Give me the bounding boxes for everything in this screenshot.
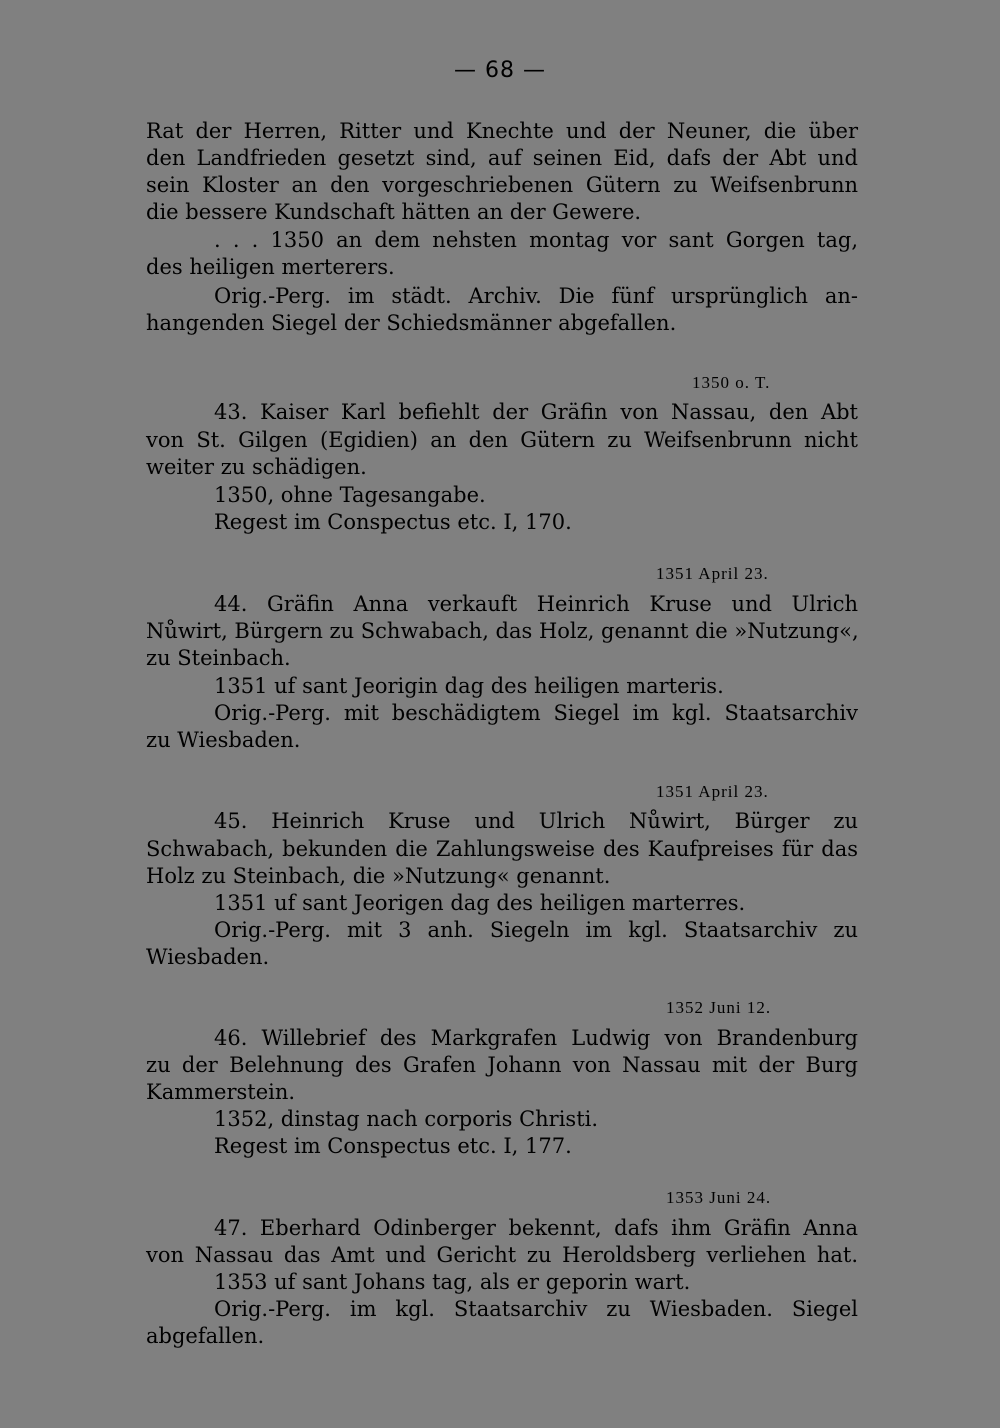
entry-heading: 46. Willebrief des Markgrafen Ludwig von Brandenburg bbox=[214, 1026, 858, 1050]
page-number: — 68 — bbox=[454, 58, 546, 83]
text-line: sein Kloster an den vorgeschriebenen Gütern zu Weifsenbrunn bbox=[146, 173, 858, 197]
source-line: Orig.-Perg. mit 3 anh. Siegeln im kgl. Staatsarchiv zu bbox=[214, 918, 858, 942]
dating-line: 1351 uf sant Jeorigen dag des heiligen marterres. bbox=[214, 891, 746, 915]
dating-line: . . . 1350 an dem nehsten montag vor sant Gorgen tag, bbox=[214, 228, 858, 252]
entry-date: 1352 Juni 12. bbox=[666, 998, 772, 1017]
dating-line: 1351 uf sant Jeorigin dag des heiligen marteris. bbox=[214, 674, 724, 698]
text-line: den Landfrieden gesetzt sind, auf seinen Eid, dafs der Abt und bbox=[146, 146, 858, 170]
dating-line: 1350, ohne Tagesangabe. bbox=[214, 483, 486, 507]
text-line: Schwabach, bekunden die Zahlungsweise des Kaufpreises für das bbox=[146, 837, 858, 861]
entry-date: 1351 April 23. bbox=[656, 782, 769, 801]
text-line: Nůwirt, Bürgern zu Schwabach, das Holz, genannt die »Nutzung«, bbox=[146, 619, 859, 643]
source-line: Orig.-Perg. im kgl. Staatsarchiv zu Wiesbaden. Siegel bbox=[214, 1297, 858, 1321]
source-line: Wiesbaden. bbox=[146, 945, 270, 969]
dating-line: 1352, dinstag nach corporis Christi. bbox=[214, 1107, 599, 1131]
source-line: Orig.-Perg. im städt. Archiv. Die fünf ursprünglich an- bbox=[214, 284, 858, 308]
entry-heading: 47. Eberhard Odinberger bekennt, dafs ihm Gräfin Anna bbox=[214, 1216, 858, 1240]
text-line: die bessere Kundschaft hätten an der Gewere. bbox=[146, 200, 642, 224]
text-line: von St. Gilgen (Egidien) an den Gütern zu Weifsenbrunn nicht bbox=[146, 428, 858, 452]
source-line: Regest im Conspectus etc. I, 177. bbox=[214, 1134, 572, 1158]
dating-line: 1353 uf sant Johans tag, als er geporin wart. bbox=[214, 1270, 691, 1294]
source-line: zu Wiesbaden. bbox=[146, 728, 301, 752]
text-line: zu Steinbach. bbox=[146, 646, 291, 670]
source-line: abgefallen. bbox=[146, 1324, 265, 1348]
text-line: Kammerstein. bbox=[146, 1080, 296, 1104]
text-line: von Nassau das Amt und Gericht zu Heroldsberg verliehen hat. bbox=[146, 1243, 858, 1267]
source-line: hangenden Siegel der Schiedsmänner abgefallen. bbox=[146, 311, 677, 335]
dating-line: des heiligen merterers. bbox=[146, 255, 395, 279]
entry-date: 1350 o. T. bbox=[692, 373, 771, 392]
text-line: Holz zu Steinbach, die »Nutzung« genannt. bbox=[146, 864, 611, 888]
text-line: weiter zu schädigen. bbox=[146, 455, 367, 479]
entry-heading: 44. Gräfin Anna verkauft Heinrich Kruse und Ulrich bbox=[214, 592, 858, 616]
text-line: zu der Belehnung des Grafen Johann von Nassau mit der Burg bbox=[146, 1053, 858, 1077]
text-line: Rat der Herren, Ritter und Knechte und der Neuner, die über bbox=[146, 119, 858, 143]
entry-date: 1353 Juni 24. bbox=[666, 1188, 772, 1207]
entry-date: 1351 April 23. bbox=[656, 564, 769, 583]
source-line: Regest im Conspectus etc. I, 170. bbox=[214, 510, 572, 534]
source-line: Orig.-Perg. mit beschädigtem Siegel im kgl. Staatsarchiv bbox=[214, 701, 858, 725]
entry-heading: 45. Heinrich Kruse und Ulrich Nůwirt, Bürger zu bbox=[214, 809, 858, 833]
entry-heading: 43. Kaiser Karl befiehlt der Gräfin von Nassau, den Abt bbox=[214, 400, 858, 424]
